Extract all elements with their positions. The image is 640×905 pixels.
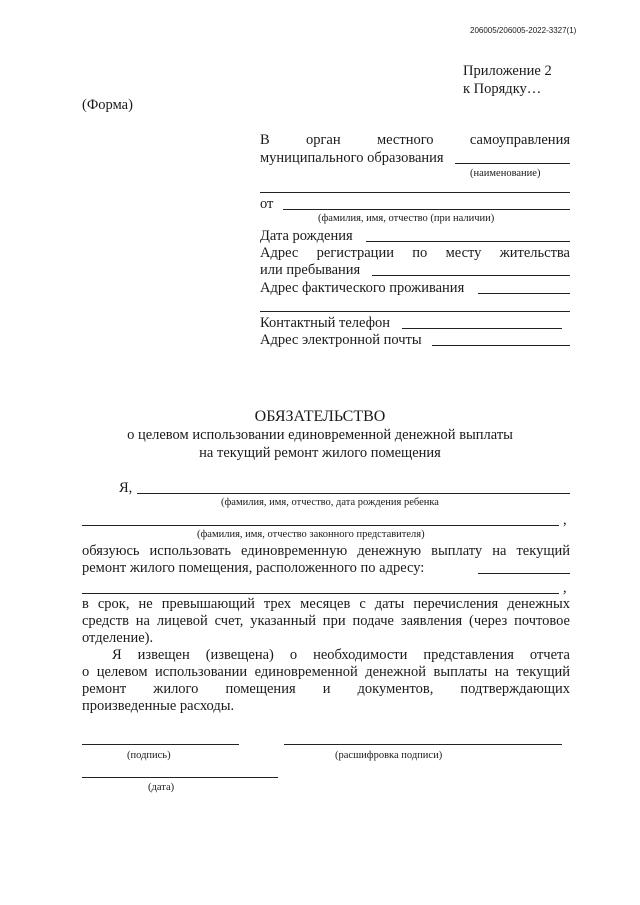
decoding-caption: (расшифровка подписи) bbox=[335, 750, 443, 761]
registration-word: месту bbox=[445, 245, 482, 261]
appendix-line-1: Приложение 2 bbox=[463, 63, 552, 79]
representative-caption: (фамилия, имя, отчество законного представителя) bbox=[197, 529, 425, 540]
actual-address-field-2[interactable] bbox=[260, 311, 570, 312]
child-caption: (фамилия, имя, отчество, дата рождения ребенка bbox=[221, 497, 439, 508]
email-label: Адрес электронной почты bbox=[260, 332, 422, 348]
paragraph-3-line-3: ремонт жилого помещения и документов, подтверждающих bbox=[82, 681, 570, 697]
i-label: Я, bbox=[119, 480, 133, 496]
paragraph-1-line-2: ремонт жилого помещения, расположенного по адресу: bbox=[82, 560, 425, 576]
address-field[interactable] bbox=[478, 573, 570, 574]
date-field[interactable] bbox=[82, 777, 278, 778]
from-label: от bbox=[260, 196, 274, 212]
registration-address-line bbox=[260, 245, 570, 262]
paragraph-3-line-1: Я извещен (извещена) о необходимости представления отчета bbox=[112, 647, 570, 663]
registration-word: Адрес bbox=[260, 245, 299, 261]
birth-date-field[interactable] bbox=[366, 241, 570, 242]
signature-field[interactable] bbox=[82, 744, 239, 745]
phone-label: Контактный телефон bbox=[260, 315, 391, 331]
birth-date-label: Дата рождения bbox=[260, 228, 353, 244]
registration-word: регистрации bbox=[316, 245, 394, 261]
registration-word: жительства bbox=[499, 245, 570, 261]
appendix-line-2: к Порядку… bbox=[463, 81, 542, 97]
form-label: (Форма) bbox=[82, 97, 133, 113]
title-subline-1: о целевом использовании единовременной денежной выплаты bbox=[127, 427, 513, 443]
municipality-label: муниципального образования bbox=[260, 150, 444, 166]
date-caption: (дата) bbox=[148, 782, 175, 793]
email-field[interactable] bbox=[432, 345, 570, 346]
paragraph-3-line-4: произведенные расходы. bbox=[82, 698, 235, 714]
phone-field[interactable] bbox=[402, 328, 562, 329]
signature-decoding-field[interactable] bbox=[284, 744, 562, 745]
registration-word: по bbox=[412, 245, 428, 261]
addressee-word: В bbox=[260, 132, 270, 148]
comma: , bbox=[563, 580, 567, 596]
addressee-word: самоуправления bbox=[469, 132, 570, 148]
paragraph-3-line-2: о целевом использовании единовременной денежной выплаты на текущий bbox=[82, 664, 570, 680]
paragraph-1-line-1: обязуюсь использовать единовременную денежную выплату на текущий bbox=[82, 543, 570, 559]
applicant-fio-field[interactable] bbox=[283, 209, 570, 210]
representative-fio-field[interactable] bbox=[82, 525, 559, 526]
name-caption: (наименование) bbox=[470, 168, 541, 179]
paragraph-2-line-3: отделение). bbox=[82, 630, 154, 646]
addressee-word: орган bbox=[305, 132, 341, 148]
document-title: ОБЯЗАТЕЛЬСТВО bbox=[254, 408, 386, 425]
addressee-word: местного bbox=[376, 132, 434, 148]
child-info-field[interactable] bbox=[137, 493, 570, 494]
comma: , bbox=[563, 512, 567, 528]
fio-caption: (фамилия, имя, отчество (при наличии) bbox=[318, 213, 495, 224]
actual-address-field[interactable] bbox=[478, 293, 570, 294]
municipality-name-field-2[interactable] bbox=[260, 192, 570, 193]
addressee-line-1 bbox=[260, 132, 570, 149]
title-subline-2: на текущий ремонт жилого помещения bbox=[199, 445, 441, 461]
address-field-2[interactable] bbox=[82, 593, 559, 594]
document-code: 206005/206005-2022-3327(1) bbox=[470, 26, 577, 35]
paragraph-2-line-1: в срок, не превышающий трех месяцев с даты перечисления денежных bbox=[82, 596, 570, 612]
municipality-name-field[interactable] bbox=[455, 163, 570, 164]
signature-caption: (подпись) bbox=[127, 750, 171, 761]
stay-label: или пребывания bbox=[260, 262, 361, 278]
registration-address-field[interactable] bbox=[372, 275, 570, 276]
actual-address-label: Адрес фактического проживания bbox=[260, 280, 465, 296]
paragraph-2-line-2: средств на лицевой счет, указанный при подаче заявления (через почтовое bbox=[82, 613, 570, 629]
